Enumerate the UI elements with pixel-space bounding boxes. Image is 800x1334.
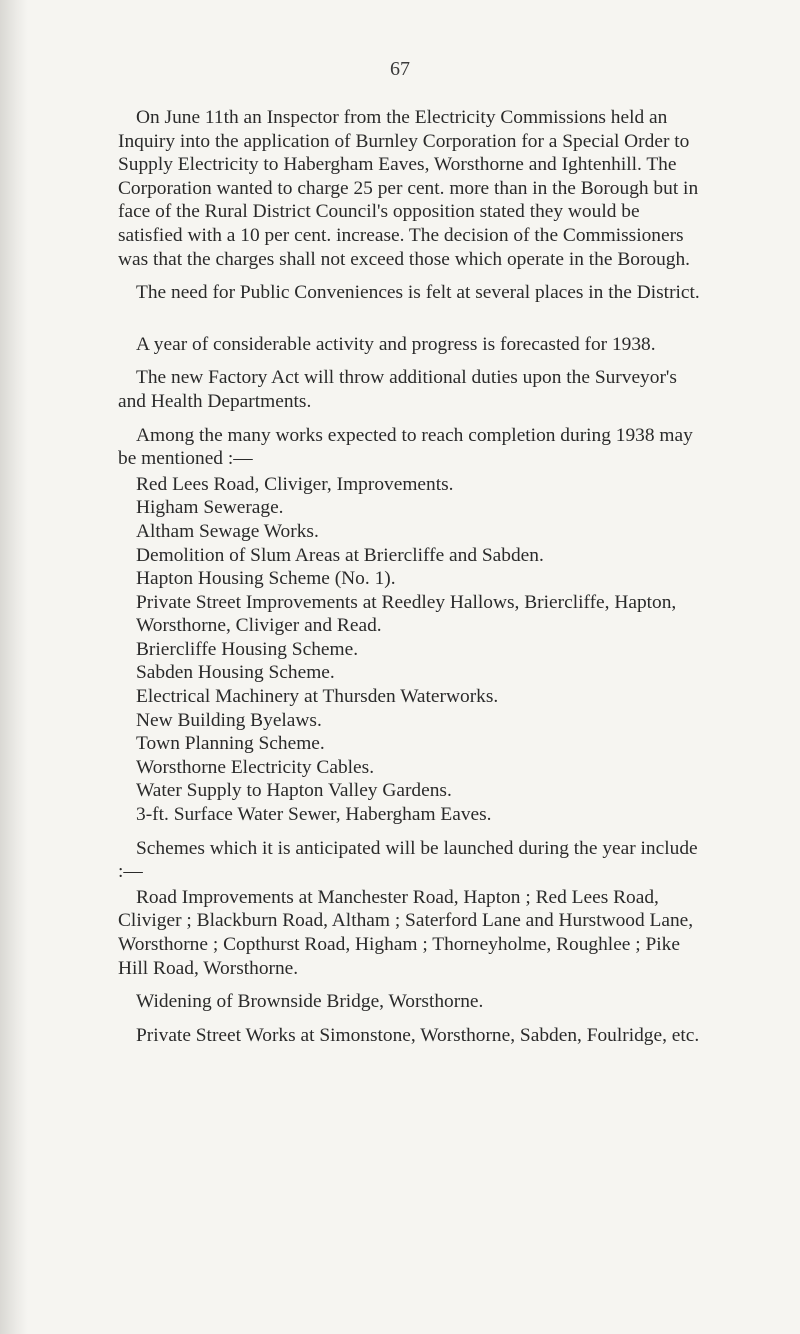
list-item: Sabden Housing Scheme. xyxy=(136,662,335,684)
list-item: Altham Sewage Works. xyxy=(136,520,319,542)
paragraph-private-street-works: Private Street Works at Simonstone, Worsthorne, Sabden, Foulridge, etc. xyxy=(136,1024,700,1046)
page-number: 67 xyxy=(390,58,410,80)
list-item: Private Street Improvements at Reedley Hallows, Briercliffe, Hapton, Worsthorne, Cliviger and Read. xyxy=(136,591,677,637)
works-list xyxy=(118,473,706,827)
list-item: Worsthorne Electricity Cables. xyxy=(136,756,375,778)
list-item: Water Supply to Hapton Valley Gardens. xyxy=(136,780,452,802)
paragraph-forecast-1938: A year of considerable activity and progress is forecasted for 1938. xyxy=(136,333,656,355)
paragraph-public-conveniences: The need for Public Conveniences is felt at several places in the District. xyxy=(136,282,700,304)
list-item: Demolition of Slum Areas at Briercliffe and Sabden. xyxy=(136,544,544,566)
paragraph-factory-act: The new Factory Act will throw additional duties upon the Surveyor's and Health Departments. xyxy=(118,367,677,412)
page-edge-shadow xyxy=(0,0,28,1334)
list-item: Electrical Machinery at Thursden Waterworks. xyxy=(136,686,499,708)
list-item: Higham Sewerage. xyxy=(136,497,284,519)
list-item: Hapton Housing Scheme (No. 1). xyxy=(136,568,396,590)
paragraph-works-intro: Among the many works expected to reach completion during 1938 may be mentioned :— xyxy=(118,424,693,470)
list-item: Red Lees Road, Cliviger, Improvements. xyxy=(136,473,454,495)
paragraph-electricity-inquiry: On June 11th an Inspector from the Electricity Commissions held an Inquiry into the application of Burnley Corporation for a Special Order to Supply Electricity to Habergham Eaves, Worsthorne and Ightenhill. The Corporation wanted to charge 25 per cent. more than in the Borough but in face of the Rural District Council's opposition stated they would be satisfied with a 10 per cent. increase. The decision of the Commissioners was that the charges shall not exceed those which operate in the Borough. xyxy=(118,107,699,270)
list-item: New Building Byelaws. xyxy=(136,709,322,731)
list-item: 3-ft. Surface Water Sewer, Habergham Eaves. xyxy=(136,804,492,826)
list-item: Town Planning Scheme. xyxy=(136,733,325,755)
paragraph-road-improvements: Road Improvements at Manchester Road, Hapton ; Red Lees Road, Cliviger ; Blackburn Road, Altham ; Saterford Lane and Hurstwood Lane, Worsthorne ; Copthurst Road, Higham ; Thorneyholme, Roughlee ; Pike Hill Road, Worsthorne. xyxy=(118,886,694,979)
paragraph-bridge-widening: Widening of Brownside Bridge, Worsthorne. xyxy=(136,991,484,1013)
paragraph-schemes-intro: Schemes which it is anticipated will be launched during the year include :— xyxy=(118,837,698,883)
list-item: Briercliffe Housing Scheme. xyxy=(136,638,359,660)
document-body xyxy=(118,106,706,1057)
